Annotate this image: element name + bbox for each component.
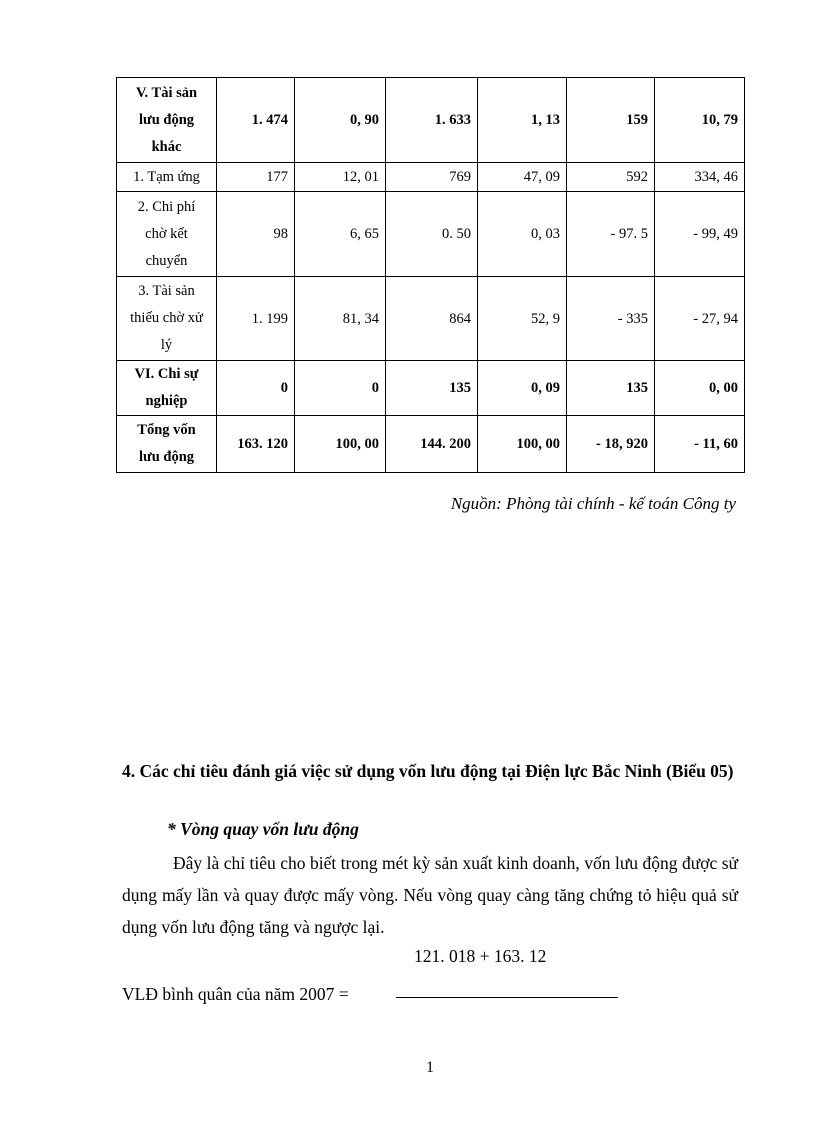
row-label: 2. Chi phí chờ kết chuyển bbox=[117, 192, 217, 277]
section-heading: 4. Các chỉ tiêu đánh giá việc sử dụng vốn lưu động tại Điện lực Bắc Ninh (Biểu 05) bbox=[122, 761, 734, 781]
table-cell: 135 bbox=[567, 361, 655, 416]
table-cell: 0. 50 bbox=[386, 192, 478, 277]
table-cell: 12, 01 bbox=[295, 163, 386, 192]
table-row bbox=[117, 277, 745, 361]
body-paragraph: Đây là chỉ tiêu cho biết trong mét kỳ sản xuất kinh doanh, vốn lưu động được sử dụng mấy lần và quay được mấy vòng. Nếu vòng quay càng tăng chứng tỏ hiệu quả sử dụng vốn lưu động tăng và ngược lại. bbox=[122, 853, 738, 937]
table-row bbox=[117, 192, 745, 277]
table-cell: 0, 00 bbox=[655, 361, 745, 416]
table-cell: 52, 9 bbox=[478, 277, 567, 361]
table-cell: 177 bbox=[217, 163, 295, 192]
table-cell: 334, 46 bbox=[655, 163, 745, 192]
table-cell: - 335 bbox=[567, 277, 655, 361]
table-cell: 100, 00 bbox=[478, 416, 567, 473]
table-cell: 98 bbox=[217, 192, 295, 277]
table-cell: 1. 199 bbox=[217, 277, 295, 361]
table-cell: 769 bbox=[386, 163, 478, 192]
table-cell: 163. 120 bbox=[217, 416, 295, 473]
formula-label: VLĐ bình quân của năm 2007 = bbox=[122, 984, 349, 1004]
table-cell: 864 bbox=[386, 277, 478, 361]
formula-numerator: 121. 018 + 163. 12 bbox=[414, 946, 547, 966]
table-cell: - 27, 94 bbox=[655, 277, 745, 361]
table-cell: 1. 633 bbox=[386, 78, 478, 163]
table-cell: 159 bbox=[567, 78, 655, 163]
table-cell: 1, 13 bbox=[478, 78, 567, 163]
row-label: 1. Tạm ứng bbox=[117, 163, 217, 192]
table-cell: 100, 00 bbox=[295, 416, 386, 473]
table-cell: 0 bbox=[295, 361, 386, 416]
capital-structure-table bbox=[116, 77, 745, 473]
table-row bbox=[117, 163, 745, 192]
row-label: VI. Chi sự nghiệp bbox=[117, 361, 217, 416]
section-subheading: * Vòng quay vốn lưu động bbox=[167, 819, 359, 839]
table-row bbox=[117, 361, 745, 416]
table-cell: 81, 34 bbox=[295, 277, 386, 361]
table-cell: 6, 65 bbox=[295, 192, 386, 277]
source-note: Nguồn: Phòng tài chính - kế toán Công ty bbox=[450, 494, 736, 513]
table-cell: 0, 09 bbox=[478, 361, 567, 416]
table-cell: - 99, 49 bbox=[655, 192, 745, 277]
row-label: V. Tài sản lưu động khác bbox=[117, 78, 217, 163]
table-row bbox=[117, 78, 745, 163]
table-cell: - 97. 5 bbox=[567, 192, 655, 277]
table-cell: 144. 200 bbox=[386, 416, 478, 473]
table-cell: 1. 474 bbox=[217, 78, 295, 163]
table-cell: - 18, 920 bbox=[567, 416, 655, 473]
row-label: 3. Tài sản thiếu chờ xử lý bbox=[117, 277, 217, 361]
row-label: Tổng vốn lưu động bbox=[117, 416, 217, 473]
table-cell: 135 bbox=[386, 361, 478, 416]
table-cell: 0 bbox=[217, 361, 295, 416]
table-cell: 47, 09 bbox=[478, 163, 567, 192]
table-cell: - 11, 60 bbox=[655, 416, 745, 473]
fraction-line bbox=[396, 997, 618, 998]
table-cell: 0, 03 bbox=[478, 192, 567, 277]
table-cell: 10, 79 bbox=[655, 78, 745, 163]
page-number: 1 bbox=[426, 1059, 434, 1076]
table-cell: 592 bbox=[567, 163, 655, 192]
table-row bbox=[117, 416, 745, 473]
table-cell: 0, 90 bbox=[295, 78, 386, 163]
